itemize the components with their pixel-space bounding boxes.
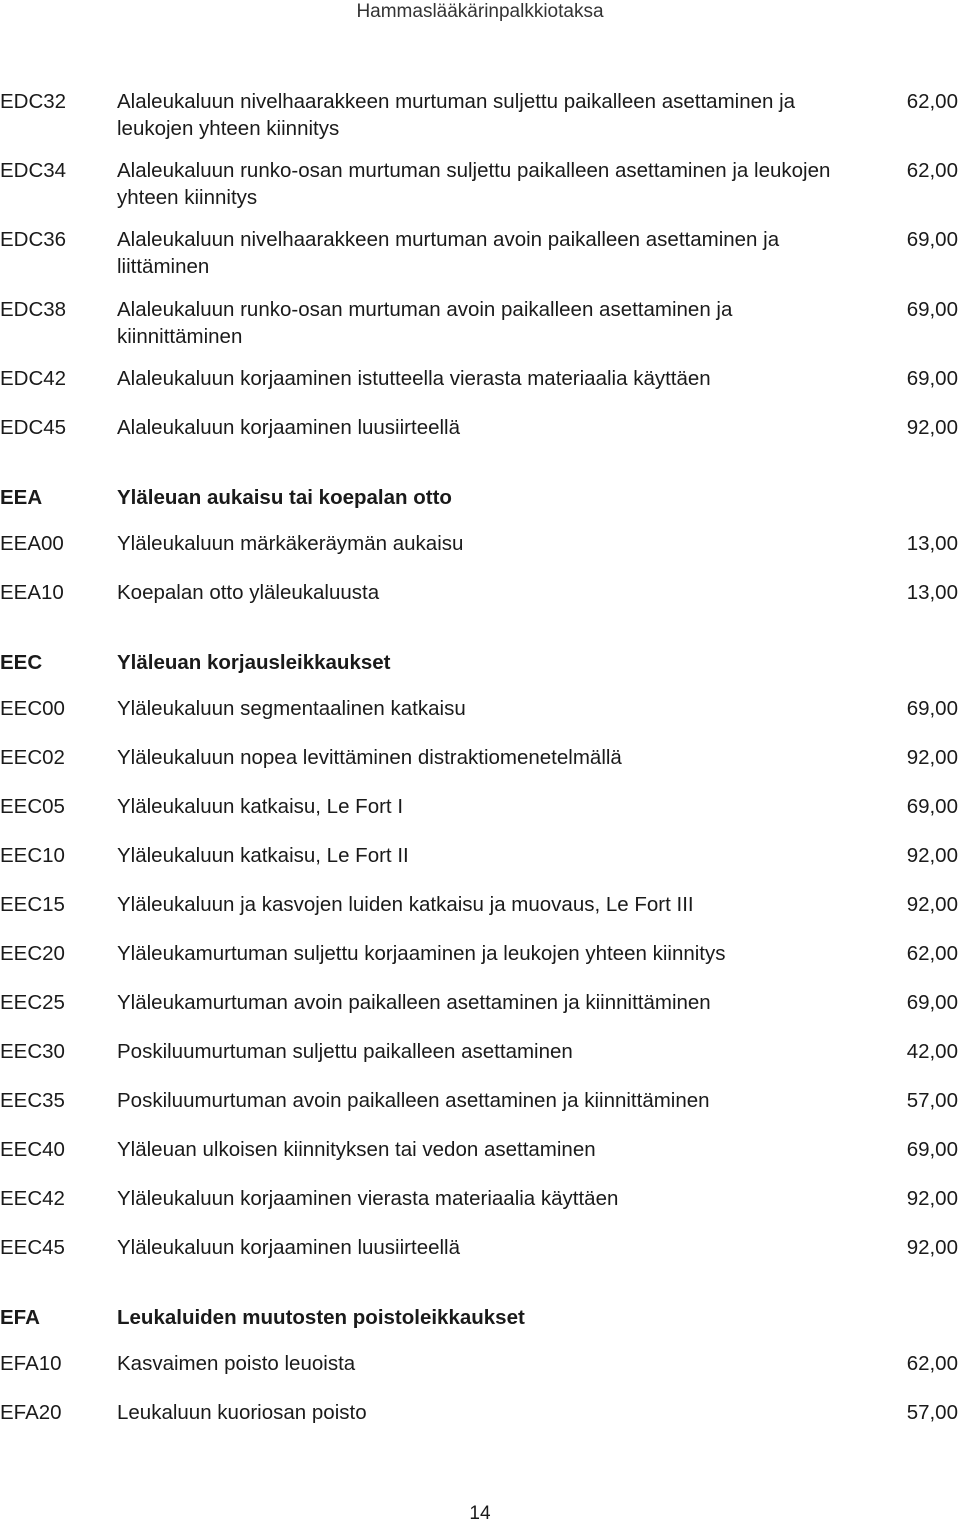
procedure-price: 69,00 (906, 697, 958, 720)
procedure-description: Leukaluun kuoriosan poisto (117, 1401, 367, 1424)
procedure-price: 69,00 (906, 1138, 958, 1161)
procedure-description: Kasvaimen poisto leuoista (117, 1352, 356, 1375)
procedure-description: Yläleukaluun korjaaminen luusiirteellä (117, 1236, 461, 1259)
procedure-price: 92,00 (906, 844, 958, 867)
procedure-code: EEC25 (0, 991, 65, 1014)
procedure-description: Alaleukaluun runko-osan murtuman avoin paikalleen asettaminen ja kiinnittäminen (117, 298, 733, 348)
procedure-code: EFA20 (0, 1401, 62, 1424)
procedure-description: Yläleukaluun korjaaminen vierasta materiaalia käyttäen (117, 1187, 619, 1210)
section-title: Leukaluiden muutosten poistoleikkaukset (117, 1306, 525, 1329)
procedure-code: EEC00 (0, 697, 65, 720)
procedure-code: EEC20 (0, 942, 65, 965)
procedure-description: Alaleukaluun nivelhaarakkeen murtuman suljettu paikalleen asettaminen ja leukojen yhteen kiinnitys (117, 90, 796, 140)
procedure-price: 69,00 (906, 795, 958, 818)
procedure-price: 62,00 (906, 1352, 958, 1375)
procedure-code: EEA00 (0, 532, 64, 555)
section-code: EEA (0, 486, 43, 509)
procedure-code: EDC45 (0, 416, 67, 439)
section-title: Yläleuan aukaisu tai koepalan otto (117, 486, 452, 509)
procedure-description: Poskiluumurtuman suljettu paikalleen asettaminen (117, 1040, 573, 1063)
procedure-price: 92,00 (906, 1187, 958, 1210)
procedure-price: 13,00 (906, 581, 958, 604)
procedure-price: 92,00 (906, 416, 958, 439)
procedure-description: Poskiluumurtuman avoin paikalleen asettaminen ja kiinnittäminen (117, 1089, 710, 1112)
procedure-price: 57,00 (906, 1089, 958, 1112)
section-title: Yläleuan korjausleikkaukset (117, 651, 391, 674)
procedure-code: EEC02 (0, 746, 65, 769)
procedure-code: EDC38 (0, 298, 67, 321)
procedure-price: 69,00 (906, 367, 958, 390)
procedure-price: 92,00 (906, 893, 958, 916)
procedure-code: EDC32 (0, 90, 67, 113)
procedure-price: 42,00 (906, 1040, 958, 1063)
page-header-title: Hammaslääkärinpalkkiotaksa (356, 1, 604, 22)
procedure-code: EDC34 (0, 159, 67, 182)
procedure-price: 62,00 (906, 90, 958, 113)
procedure-description: Yläleukamurtuman avoin paikalleen asettaminen ja kiinnittäminen (117, 991, 711, 1014)
page-number: 14 (469, 1503, 491, 1524)
procedure-price: 62,00 (906, 942, 958, 965)
procedure-description: Alaleukaluun korjaaminen luusiirteellä (117, 416, 461, 439)
section-code: EFA (0, 1306, 40, 1329)
procedure-description: Alaleukaluun runko-osan murtuman suljettu paikalleen asettaminen ja leukojen yhteen kiinnitys (117, 159, 831, 209)
procedure-description: Yläleukaluun nopea levittäminen distraktiomenetelmällä (117, 746, 622, 769)
procedure-description: Yläleukaluun katkaisu, Le Fort II (117, 844, 409, 867)
section-code: EEC (0, 651, 43, 674)
procedure-price: 69,00 (906, 228, 958, 251)
procedure-price: 57,00 (906, 1401, 958, 1424)
procedure-price: 92,00 (906, 746, 958, 769)
procedure-description: Yläleukaluun segmentaalinen katkaisu (117, 697, 466, 720)
procedure-description: Yläleukaluun ja kasvojen luiden katkaisu ja muovaus, Le Fort III (117, 893, 694, 916)
procedure-code: EEC40 (0, 1138, 65, 1161)
procedure-code: EEC10 (0, 844, 65, 867)
procedure-code: EEC45 (0, 1236, 65, 1259)
procedure-code: EDC36 (0, 228, 67, 251)
procedure-code: EDC42 (0, 367, 67, 390)
procedure-description: Koepalan otto yläleukaluusta (117, 581, 380, 604)
procedure-code: EEC30 (0, 1040, 65, 1063)
procedure-price: 69,00 (906, 298, 958, 321)
procedure-description: Yläleukaluun märkäkeräymän aukaisu (117, 532, 464, 555)
procedure-price: 13,00 (906, 532, 958, 555)
procedure-code: EFA10 (0, 1352, 62, 1375)
procedure-code: EEC42 (0, 1187, 65, 1210)
procedure-description: Yläleuan ulkoisen kiinnityksen tai vedon asettaminen (117, 1138, 596, 1161)
procedure-price: 92,00 (906, 1236, 958, 1259)
procedure-code: EEC35 (0, 1089, 65, 1112)
procedure-code: EEC15 (0, 893, 65, 916)
procedure-price: 62,00 (906, 159, 958, 182)
procedure-description: Yläleukamurtuman suljettu korjaaminen ja leukojen yhteen kiinnitys (117, 942, 726, 965)
procedure-code: EEA10 (0, 581, 64, 604)
procedure-description: Alaleukaluun nivelhaarakkeen murtuman avoin paikalleen asettaminen ja liittäminen (117, 228, 780, 278)
procedure-description: Yläleukaluun katkaisu, Le Fort I (117, 795, 404, 818)
procedure-price: 69,00 (906, 991, 958, 1014)
procedure-code: EEC05 (0, 795, 65, 818)
procedure-description: Alaleukaluun korjaaminen istutteella vierasta materiaalia käyttäen (117, 367, 711, 390)
